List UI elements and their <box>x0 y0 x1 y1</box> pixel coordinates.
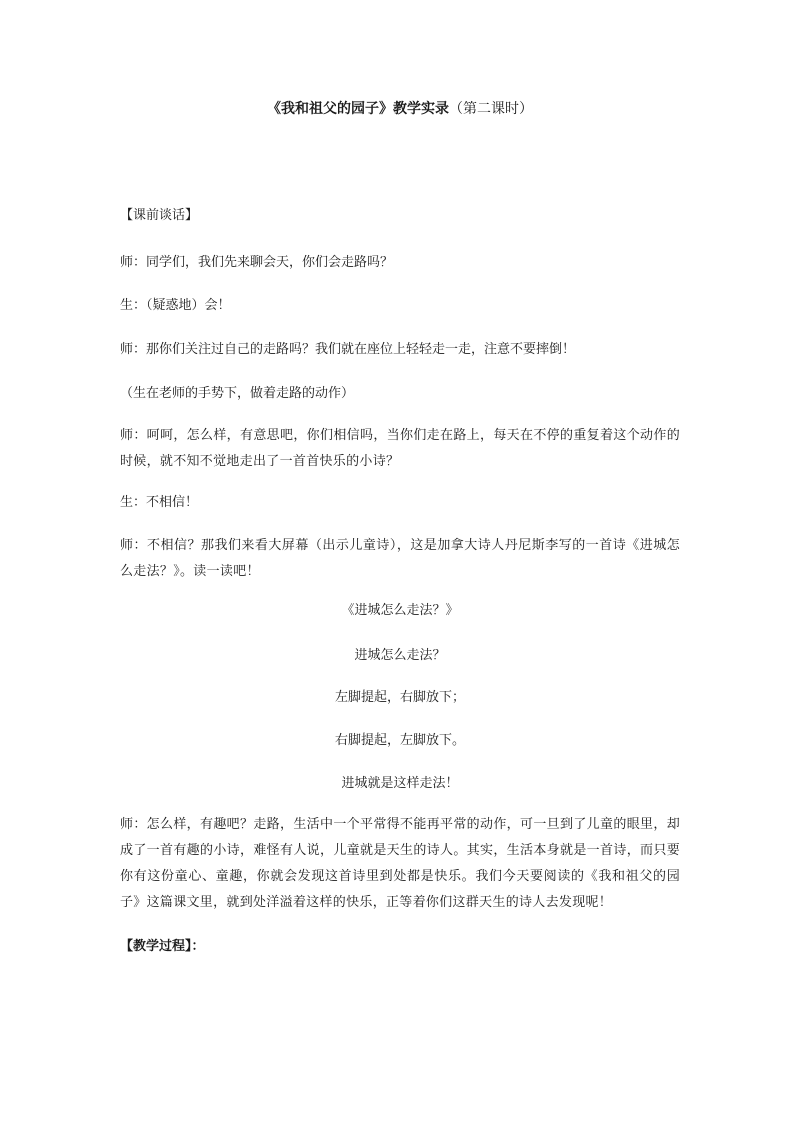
document-title-main: 《我和祖父的园子》教学实录 <box>267 101 449 117</box>
dialogue-teacher-2: 师：那你们关注过自己的走路吗？我们就在座位上轻轻走一走，注意不要摔倒！ <box>120 342 576 357</box>
dialogue-teacher-5: 师：怎么样，有趣吧？走路，生活中一个平常得不能再平常的动作，可一旦到了儿童的眼里，却成了一首有趣的小诗，难怪有人说，儿童就是天生的诗人。其实，生活本身就是一首诗，而只要你有这份童心、童趣，你就会发现这首诗里到处都是快乐。我们今天要阅读的《我和祖父的园子》这篇课文里，就到处洋溢着这样的快乐，正等着你们这群天生的诗人去发现呢！ <box>120 817 680 910</box>
poem-line: 进城怎么走法？ <box>354 648 446 663</box>
poem-line: 右脚提起，左脚放下。 <box>334 733 465 748</box>
document-title-suffix: （第二课时） <box>449 101 533 117</box>
poem-title: 《进城怎么走法？》 <box>341 603 459 618</box>
section-heading-teaching-process: 【教学过程】： <box>120 939 205 954</box>
document-title <box>0 99 800 119</box>
section-heading-pre-class-talk: 【课前谈话】 <box>120 208 199 223</box>
poem-line: 左脚提起，右脚放下； <box>334 690 465 705</box>
dialogue-student-2: 生：不相信！ <box>120 495 199 510</box>
dialogue-teacher-1: 师：同学们，我们先来聊会天，你们会走路吗？ <box>120 255 394 270</box>
stage-direction: （生在老师的手势下，做着走路的动作） <box>120 386 355 401</box>
dialogue-student-1: 生：（疑惑地）会！ <box>120 298 231 313</box>
dialogue-teacher-4: 师：不相信？那我们来看大屏幕（出示儿童诗），这是加拿大诗人丹尼斯李写的一首诗《进城怎么走法？》。读一读吧！ <box>120 538 680 579</box>
poem-line: 进城就是这样走法！ <box>341 776 459 791</box>
dialogue-teacher-3: 师：呵呵，怎么样，有意思吧，你们相信吗，当你们走在路上，每天在不停的重复着这个动作的时候，就不知不觉地走出了一首首快乐的小诗？ <box>120 428 680 469</box>
